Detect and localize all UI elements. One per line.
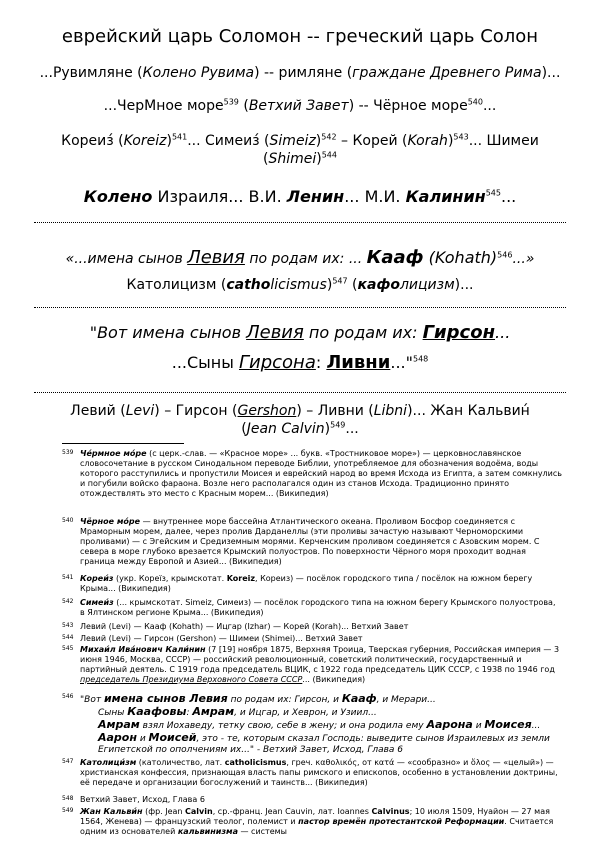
line-calvin-latin: (Jean Calvin)$^{549}$... xyxy=(241,420,359,437)
footnote-ref[interactable]: 539 xyxy=(223,97,239,107)
dotted-divider xyxy=(34,392,566,393)
footnote-539: 539 Че́рмное мо́ре (с церк.-слав. — «Красное море» ... букв. «Тростниковое море») — церковнославянское словосочетание в русском Синодальном переводе Библии, употребляемое для обозначения водоёма, воды которого расступились и пропустили Моисея и еврейский народ во время Исхода из Египта, а затем сомкнулись и погубили войско фараона. Возле него располагался один из станов Исхода. Традиционно принято отождествлять это место с Красным морем... (Википедия) xyxy=(62,449,562,498)
footnote-ref[interactable]: 541 xyxy=(171,132,188,142)
line-libni: ...Сыны Гирсона: Ливни..."$^{548}$ xyxy=(171,352,429,373)
footnote-544: 544 Левий (Levi) — Гирсон (Gershon) — Шимеи (Shimei)... Ветхий Завет xyxy=(62,634,363,643)
footnote-542: 542 Симеи́з (... крымскотат. Simeiz, Симеиз) — посёлок городского типа на южном берегу Крымского полуострова, в Ялтинском регионе Крыма... (Википедия) xyxy=(62,598,556,617)
page-title: еврейский царь Соломон -- греческий царь Солон xyxy=(61,26,539,47)
footnote-ref[interactable]: 542 xyxy=(321,132,337,142)
dotted-divider xyxy=(34,307,566,308)
line-lenin: Колено Израиля... В.И. Ленин... М.И. Калинин$^{545}$... xyxy=(83,187,517,206)
line-reuben: ...Рувимляне (Колено Рувима) -- римляне (граждане Древнего Рима)... xyxy=(39,65,561,81)
line-kohath: «...имена сынов Левия по родам их: ... Кааф (Kohath)$^{546}$...» xyxy=(65,247,535,268)
footnote-546: 546 "Вот имена сынов Левия по родам их: Гирсон, и Кааф, и Мерари... Сыны Каафовы: Амрам, и Ицгар, и Хеврон, и Узиил... Амрам взял Иохаведу, тетку свою, себе в жену; и она родила ему Аарона и Моисея... Аарон и Моисей, это - те, которым сказал Господь: выведите сынов Израилевых из земли Египетской по ополчениям их..." - Ветхий Завет, Исход, Глава 6 xyxy=(62,692,550,755)
footnote-547: 547 Католици́зм (католичество, лат. catholicismus, греч. καθολικός, от κατά — «сообразно» и ὅλος — «целый») — христианская конфессия, признающая власть папы римского и епископов, особенно в установлении доктрины, её передаче и организации богослужений и таинств... (Википедия) xyxy=(62,758,558,787)
footnote-ref[interactable]: 546 xyxy=(497,250,513,260)
footnote-ref[interactable]: 545 xyxy=(485,188,501,198)
footnote-ref[interactable]: 544 xyxy=(321,150,337,160)
footnote-ref[interactable]: 547 xyxy=(332,276,348,286)
line-shimei: (Shimei)$^{544}$ xyxy=(262,150,337,167)
footnote-separator xyxy=(62,443,184,444)
line-seas: ...ЧерМное море$^{539}$ (Ветхий Завет) -- Чёрное море$^{540}$... xyxy=(103,97,497,114)
footnote-ref[interactable]: 540 xyxy=(467,97,483,107)
line-catholicism: Католицизм (catholicismus)$^{547}$ (кафолицизм)... xyxy=(126,276,474,293)
line-calvin: Левий (Levi) – Гирсон (Gershon) – Ливни (Libni)... Жан Кальвин́ xyxy=(70,403,530,419)
footnote-548: 548 Ветхий Завет, Исход, Глава 6 xyxy=(62,795,205,804)
footnote-541: 541 Кореи́з (укр. Кореїз, крымскотат. Koreiz, Кореиз) — посёлок городского типа / посёлок на южном берегу Крыма... (Википедия) xyxy=(62,574,533,593)
footnote-ref[interactable]: 548 xyxy=(412,354,429,364)
footnote-ref[interactable]: 549 xyxy=(330,420,346,430)
dotted-divider xyxy=(34,222,566,223)
footnote-540: 540 Чёрное мо́ре — внутреннее море бассейна Атлантического океана. Проливом Босфор соединяется с Мраморным морем, далее, через пролив Дарданеллы (эти проливы зачастую называют Черноморскими проливами) — с Эгейским и Средиземным морями. Керченским проливом соединяется с Азовским морем. С севера в море глубоко врезается Крымский полуостров. По поверхности Чёрного моря проходит водная граница между Европой и Азией... (Википедия) xyxy=(62,517,540,566)
footnote-ref[interactable]: 543 xyxy=(453,132,469,142)
footnote-543: 543 Левий (Levi) — Кааф (Kohath) — Ицгар (Izhar) — Корей (Korah)... Ветхий Завет xyxy=(62,622,409,631)
line-koreiz: Кореиз́ (Koreiz)$^{541}$... Симеиз́ (Simeiz)$^{542}$ – Корей (Korah)$^{543}$... Шимеи xyxy=(61,132,539,149)
footnote-545: 545 Михаи́л Ива́нович Кали́нин (7 [19] ноября 1875, Верхняя Троица, Тверская губерния, Российская империя — 3 июня 1946, Москва, СССР) — российский революционный, советский политический, государственный и партийный деятель. С 1919 года председатель ВЦИК, с 1922 года председатель ЦИК СССР, с 1938 по 1946 год председатель Президиума Верховного Совета СССР... (Википедия) xyxy=(62,645,560,684)
footnote-549: 549 Жан Кальви́н (фр. Jean Calvin, ср.-франц. Jean Cauvin, лат. Ioannes Calvinus; 10 июля 1509, Нуайон — 27 мая 1564, Женева) — французский теолог, полемист и пастор времён протестантской Реформации. Считается одним из основателей кальвинизма — системы xyxy=(62,807,554,836)
line-gershon: "Вот имена сынов Левия по родам их: Гирсон... xyxy=(89,322,511,343)
